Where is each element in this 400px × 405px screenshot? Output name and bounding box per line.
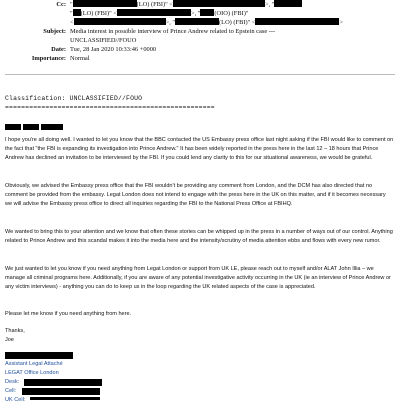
signature-cell-label: Cell: (5, 388, 17, 394)
classification-separator: ==================================================== (5, 104, 215, 111)
body-paragraph-4: We just wanted to let you know if you need anything from Legat London or support from UK LE, please reach out to myself and/or ALAT John Illia – we manage all criminal programs here. Additionally, if you are aware of any potential investigative activity occurring in the UK (ie an interview of Prince Andrew or any victim interviews) - anything you can do to keep us in the loop regarding the UK related aspects of the case is appreciated. (5, 266, 391, 291)
redacted-salutation-2 (23, 124, 39, 130)
importance-value: Normal (70, 55, 90, 62)
redacted-cell-number (22, 388, 100, 395)
signature-office: LEGAT Office London (5, 370, 59, 376)
cc-label: Cc: (56, 1, 66, 8)
date-value: Tue, 28 Jan 2020 10:33:46 +0000 (70, 46, 157, 53)
body-paragraph-1: I hope you're all doing well. I wanted to let you know that the BBC contacted the US Embassy press office last night asking if the FBI would like to comment on the fact that "the FBI is expanding its investigation into Prince Andrew." It has been widely reported in the press here in the last 12 – 18 hours that Prince Andrew has declined an invitation to be interviewed by the FBI. If you could lend any clarity to this for our situational awareness, we would be grateful. (5, 137, 394, 162)
importance-label: Importance: (31, 55, 66, 62)
redacted-salutation-1 (5, 124, 21, 130)
subject-value: Media interest in possible interview of Prince Andrew related to Epstein case --- (70, 28, 276, 35)
body-paragraph-3: We wanted to bring this to your attention and we know that often these stories can be whipped up in the press in a number of ways out of our control. Anything related to Prince Andrew and this scandal makes it into the media here and the intensity/scrutiny of media attention ebbs and flows with every new rumor. (5, 229, 393, 245)
signature-title: Assistant Legal Attaché (5, 361, 63, 367)
body-paragraph-2: Obviously, we advised the Embassy press office that the FBI wouldn't be providing any comment from London, and the DCM has also directed that no comment be provided from the embassy. Legat London does not intend to engage with the press here in the UK on this matter, and if it becomes necessary we will advise the Embassy press office to direct all inquiries regarding the FBI to the National Press Office at FBIHQ. (5, 183, 386, 208)
redacted-desk-number (24, 379, 102, 386)
closing-thanks: Thanks, (5, 328, 25, 334)
body-block-4 (5, 265, 394, 292)
body-block-5 (5, 310, 394, 319)
classification-banner: Classification: UNCLASSIFIED//FOUO (5, 95, 143, 102)
cc-value-line2: " (LO) (FBI)" < >, " (OIO) (FBI)" (70, 10, 249, 17)
signature-desk-label: Desk: (5, 379, 20, 385)
signature-uk-cell-label: UK Cell: (5, 397, 26, 403)
cc-value-line1: " (LO) (FBI)" < >, " (70, 0, 396, 9)
body-block-2 (5, 182, 394, 209)
email-body (5, 136, 394, 163)
redacted-salutation-3 (41, 124, 63, 130)
subject-value-2: UNCLASSIFIED//FOUO (70, 37, 137, 44)
redacted-signature-name (5, 352, 73, 359)
closing-name: Joe (5, 337, 14, 343)
body-block-3 (5, 228, 394, 246)
body-paragraph-5: Please let me know if you need anything from here. (5, 311, 132, 317)
subject-label: Subject: (43, 28, 66, 35)
date-label: Date: (51, 46, 66, 53)
cc-value-line3: < >, " (LO) (FBI)" < > (70, 19, 344, 26)
header-divider (5, 74, 395, 75)
